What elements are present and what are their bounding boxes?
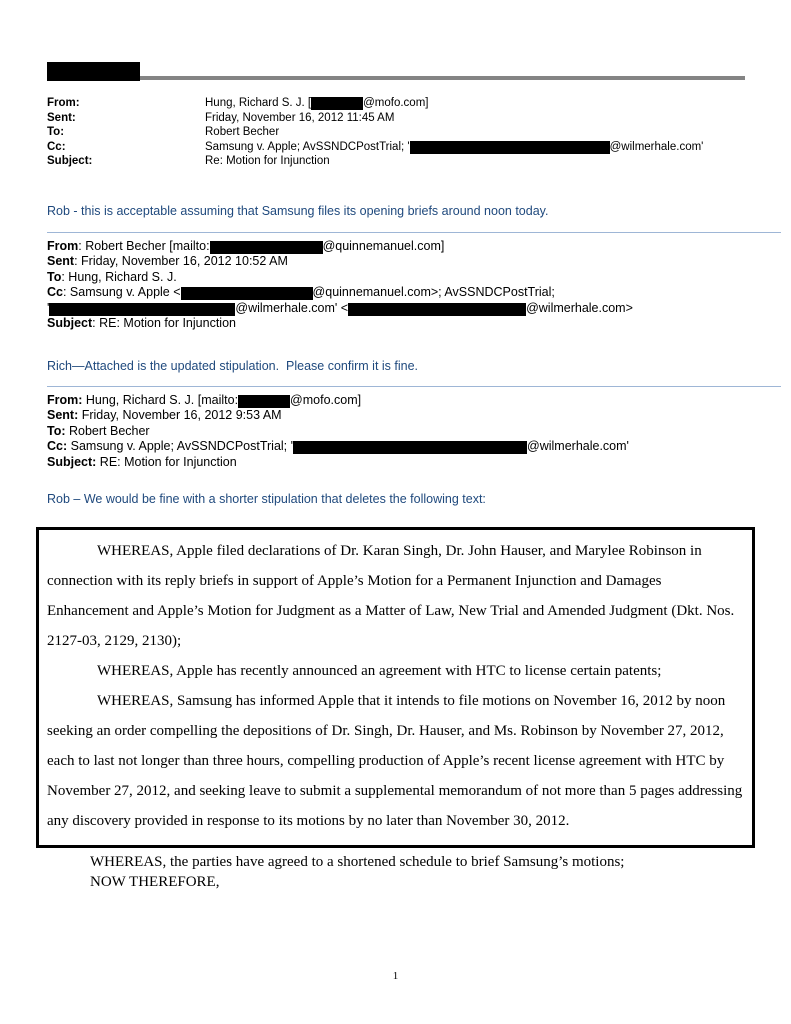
redaction-bar — [311, 97, 363, 110]
email3-header — [47, 393, 781, 471]
header-row — [47, 96, 781, 111]
header-field-label: From: — [47, 392, 83, 407]
header-field-value: Friday, November 16, 2012 11:45 AM — [205, 111, 395, 124]
header-row — [47, 140, 781, 155]
top-header-row — [47, 62, 781, 81]
redaction-bar — [181, 287, 313, 300]
header-field-label: From — [47, 238, 79, 253]
header-row — [47, 154, 781, 169]
header-field-label: To: — [47, 423, 66, 438]
redaction-bar — [49, 303, 235, 316]
header-field-label: To: — [47, 126, 65, 138]
header-line: Sent: Friday, November 16, 2012 10:52 AM — [47, 254, 288, 268]
email2-header — [47, 239, 781, 332]
header-line: To: Robert Becher — [47, 423, 150, 438]
header-line: Cc: Samsung v. Apple; AvSSNDCPostTrial; ' @wilmerhale.com' — [47, 439, 629, 453]
redaction-bar — [238, 395, 290, 408]
email1-header — [47, 96, 781, 169]
header-field-value: Hung, Richard S. J. [ @mofo.com] — [205, 97, 429, 109]
stipulation-line: WHEREAS, the parties have agreed to a shortened schedule to brief Samsung’s motions; — [90, 854, 625, 870]
redaction-bar — [293, 441, 527, 454]
header-gray-rule — [140, 76, 745, 80]
stipulation-after-box — [90, 853, 781, 892]
header-field-value: Samsung v. Apple; AvSSNDCPostTrial; ' @wilmerhale.com' — [205, 140, 704, 153]
stipulation-line: NOW THEREFORE, — [90, 873, 220, 890]
header-line: To: Hung, Richard S. J. — [47, 269, 177, 284]
header-field-label: From: — [47, 97, 80, 109]
header-row — [47, 125, 781, 140]
separator-line-1 — [47, 232, 781, 233]
header-line: Subject: RE: Motion for Injunction — [47, 454, 237, 469]
header-field-label: Cc: — [47, 140, 66, 153]
header-field-label: Subject: — [47, 454, 97, 469]
header-line: Sent: Friday, November 16, 2012 9:53 AM — [47, 408, 282, 422]
redaction-bar — [410, 141, 610, 154]
header-row — [47, 111, 781, 126]
header-line: Cc: Samsung v. Apple < @quinnemanuel.com>; AvSSNDCPostTrial; — [47, 285, 555, 299]
header-line: ' @wilmerhale.com' < @wilmerhale.com> — [47, 300, 633, 315]
stipulation-text-box — [36, 527, 755, 848]
separator-line-2 — [47, 386, 781, 387]
header-field-label: Cc: — [47, 439, 68, 453]
header-field-value: Re: Motion for Injunction — [205, 155, 330, 167]
email1-message: Rob - this is acceptable assuming that Samsung files its opening briefs around noon today. — [47, 203, 549, 218]
header-field-label: To — [47, 269, 62, 284]
header-field-label: Sent: — [47, 111, 76, 124]
header-field-value: Robert Becher — [205, 126, 280, 138]
header-line: Subject: RE: Motion for Injunction — [47, 316, 236, 330]
redaction-bar-top — [47, 62, 140, 81]
header-field-label: Subject — [47, 316, 93, 330]
redaction-bar — [210, 241, 323, 254]
page-number: 1 — [392, 970, 399, 982]
email3-message: Rob – We would be fine with a shorter stipulation that deletes the following text: — [47, 492, 486, 506]
redaction-bar — [348, 303, 526, 316]
header-line: From: Robert Becher [mailto: @quinnemanuel.com] — [47, 238, 445, 253]
stipulation-paragraph: WHEREAS, Apple has recently announced an agreement with HTC to license certain patents; — [97, 663, 662, 679]
header-line: From: Hung, Richard S. J. [mailto: @mofo.com] — [47, 392, 362, 407]
email2-message: Rich—Attached is the updated stipulation. Please confirm it is fine. — [47, 358, 419, 373]
stipulation-paragraph: WHEREAS, Apple filed declarations of Dr. Karan Singh, Dr. John Hauser, and Marylee Robinson in connection with its reply briefs in support of Apple’s Motion for a Permanent Injunction and Damages Enhancement and Apple’s Motion for Judgment as a Matter of Law, New Trial and Amended Judgment (Dkt. Nos. 2127-03, 2129, 2130); — [47, 543, 735, 649]
header-field-label: Subject: — [47, 155, 93, 167]
header-field-label: Sent — [47, 254, 75, 268]
stipulation-paragraph: WHEREAS, Samsung has informed Apple that it intends to file motions on November 16, 2012 by noon seeking an order compelling the depositions of Dr. Singh, Dr. Hauser, and Ms. Robinson by November 27, 2012, each to last not longer than three hours, compelling production of Apple’s recent license agreement with HTC by November 27, 2012, and seeking leave to submit a supplemental memorandum of not more than 5 pages addressing any discovery provided in response to its motions by no later than November 30, 2012. — [47, 693, 743, 829]
header-field-label: Sent: — [47, 408, 79, 422]
header-field-label: Cc — [47, 285, 63, 299]
